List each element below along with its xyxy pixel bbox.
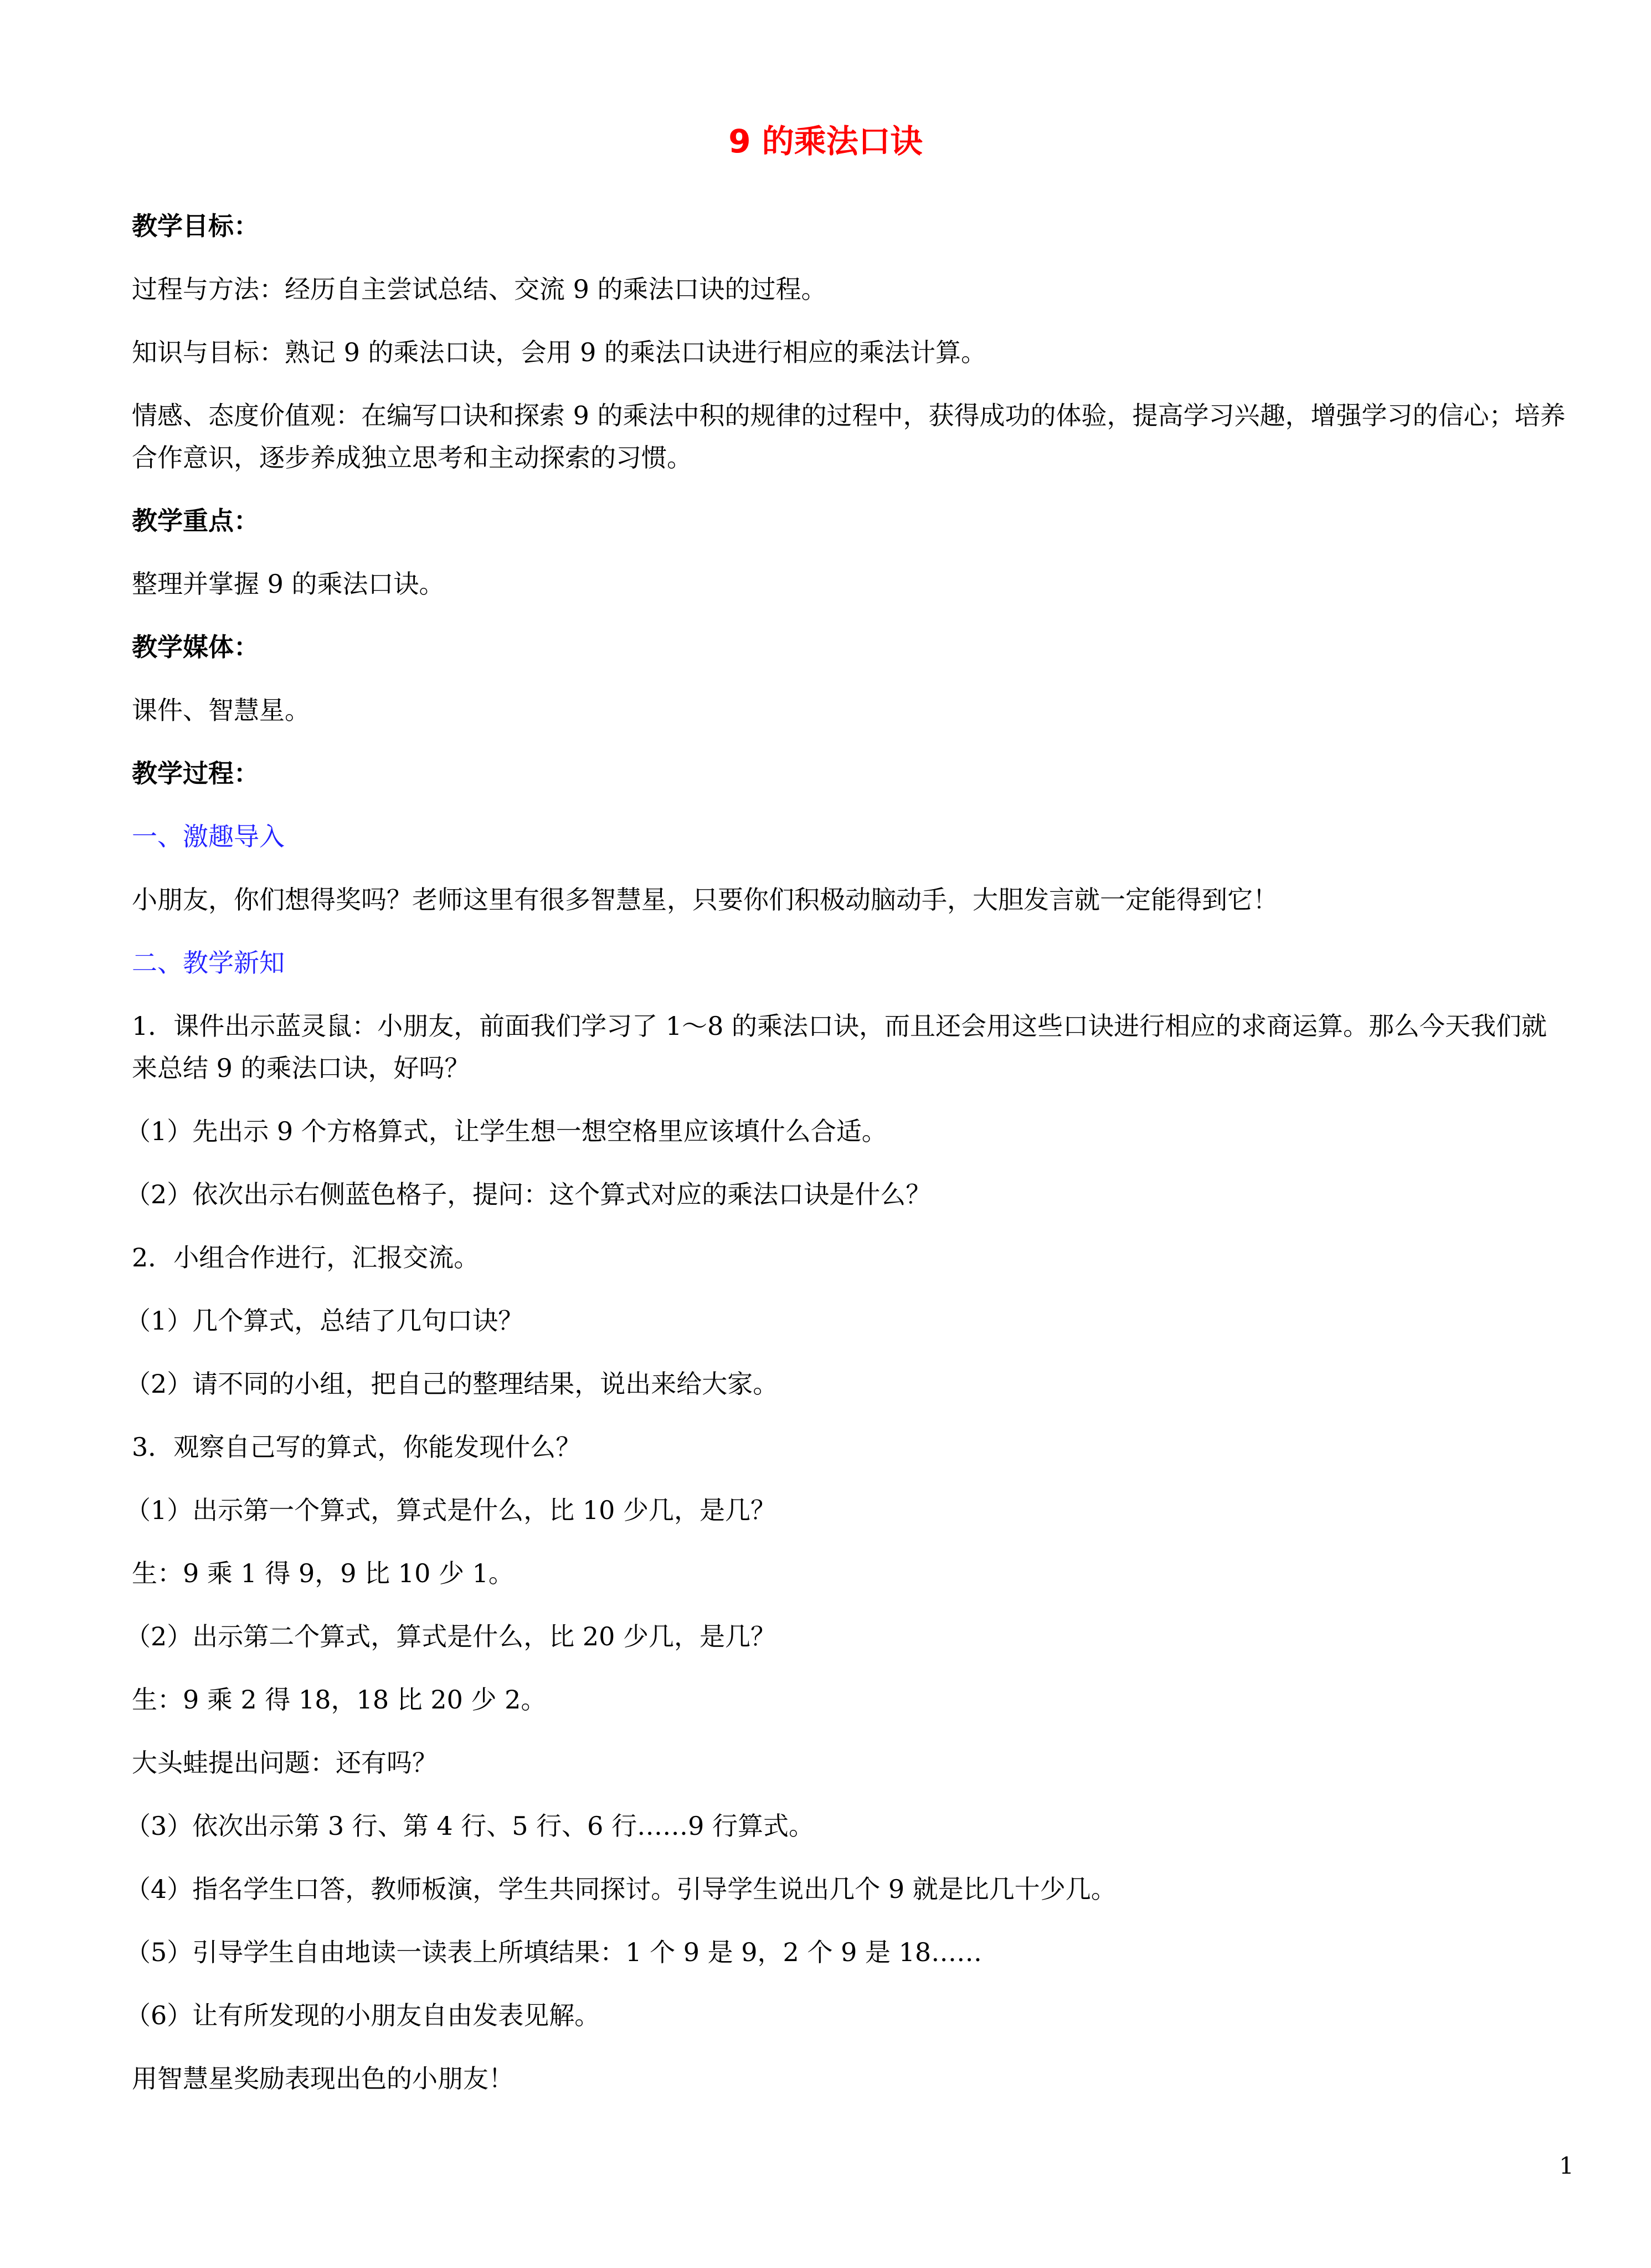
paragraph-key-point: 整理并掌握 9 的乘法口诀。 — [132, 569, 445, 599]
paragraph-step-3: 3．观察自己写的算式，你能发现什么？ — [132, 1432, 582, 1462]
paragraph-step-1-1: （1）先出示 9 个方格算式，让学生想一想空格里应该填什么合适。 — [125, 1116, 887, 1146]
heading-teaching-process: 教学过程： — [132, 758, 259, 788]
paragraph-student-answer-1: 生：9 乘 1 得 9，9 比 10 少 1。 — [132, 1558, 514, 1588]
paragraph-intro: 小朋友，你们想得奖吗？老师这里有很多智慧星，只要你们积极动脑动手，大胆发言就一定能得到它！ — [132, 885, 1278, 915]
section-intro: 一、激趣导入 — [132, 822, 285, 851]
paragraph-frog-question: 大头蛙提出问题：还有吗？ — [132, 1748, 438, 1778]
paragraph-step-3-4: （4）指名学生口答，教师板演，学生共同探讨。引导学生说出几个 9 就是比几十少几。 — [125, 1874, 1117, 1904]
paragraph-step-3-2: （2）出示第二个算式，算式是什么，比 20 少几，是几？ — [125, 1622, 776, 1651]
paragraph-step-3-6: （6）让有所发现的小朋友自由发表见解。 — [125, 2000, 600, 2030]
paragraph-reward: 用智慧星奖励表现出色的小朋友！ — [132, 2064, 514, 2093]
paragraph-process-method: 过程与方法：经历自主尝试总结、交流 9 的乘法口诀的过程。 — [132, 274, 827, 304]
document-title: 9 的乘法口诀 — [728, 122, 923, 160]
heading-media: 教学媒体： — [132, 632, 259, 662]
paragraph-step-2-1: （1）几个算式，总结了几句口诀？ — [125, 1306, 524, 1336]
section-new-knowledge: 二、教学新知 — [132, 948, 285, 978]
heading-key-points: 教学重点： — [132, 506, 259, 536]
paragraph-emotion-attitude: 情感、态度价值观：在编写口诀和探索 9 的乘法中积的规律的过程中，获得成功的体验，提高学习兴趣，增强学习的信心；培养合作意识，逐步养成独立思考和主动探索的习惯。 — [132, 401, 1566, 473]
paragraph-step-1: 1．课件出示蓝灵鼠：小朋友，前面我们学习了 1～8 的乘法口诀，而且还会用这些口诀进行相应的求商运算。那么今天我们就来总结 9 的乘法口诀，好吗？ — [132, 1011, 1547, 1083]
paragraph-knowledge-goal: 知识与目标：熟记 9 的乘法口诀，会用 9 的乘法口诀进行相应的乘法计算。 — [132, 337, 987, 367]
paragraph-step-3-5: （5）引导学生自由地读一读表上所填结果：1 个 9 是 9，2 个 9 是 18…… — [125, 1937, 983, 1967]
document-body — [125, 205, 1572, 2121]
heading-objectives: 教学目标： — [132, 211, 259, 241]
paragraph-step-2: 2．小组合作进行，汇报交流。 — [132, 1243, 480, 1272]
page-number: 1 — [1559, 2152, 1574, 2179]
paragraph-student-answer-2: 生：9 乘 2 得 18，18 比 20 少 2。 — [132, 1685, 547, 1715]
paragraph-step-1-2: （2）依次出示右侧蓝色格子，提问：这个算式对应的乘法口诀是什么？ — [125, 1179, 932, 1209]
paragraph-media: 课件、智慧星。 — [132, 695, 310, 725]
paragraph-step-2-2: （2）请不同的小组，把自己的整理结果，说出来给大家。 — [125, 1369, 779, 1399]
paragraph-step-3-3: （3）依次出示第 3 行、第 4 行、5 行、6 行……9 行算式。 — [125, 1811, 814, 1841]
paragraph-step-3-1: （1）出示第一个算式，算式是什么，比 10 少几，是几？ — [125, 1495, 776, 1525]
